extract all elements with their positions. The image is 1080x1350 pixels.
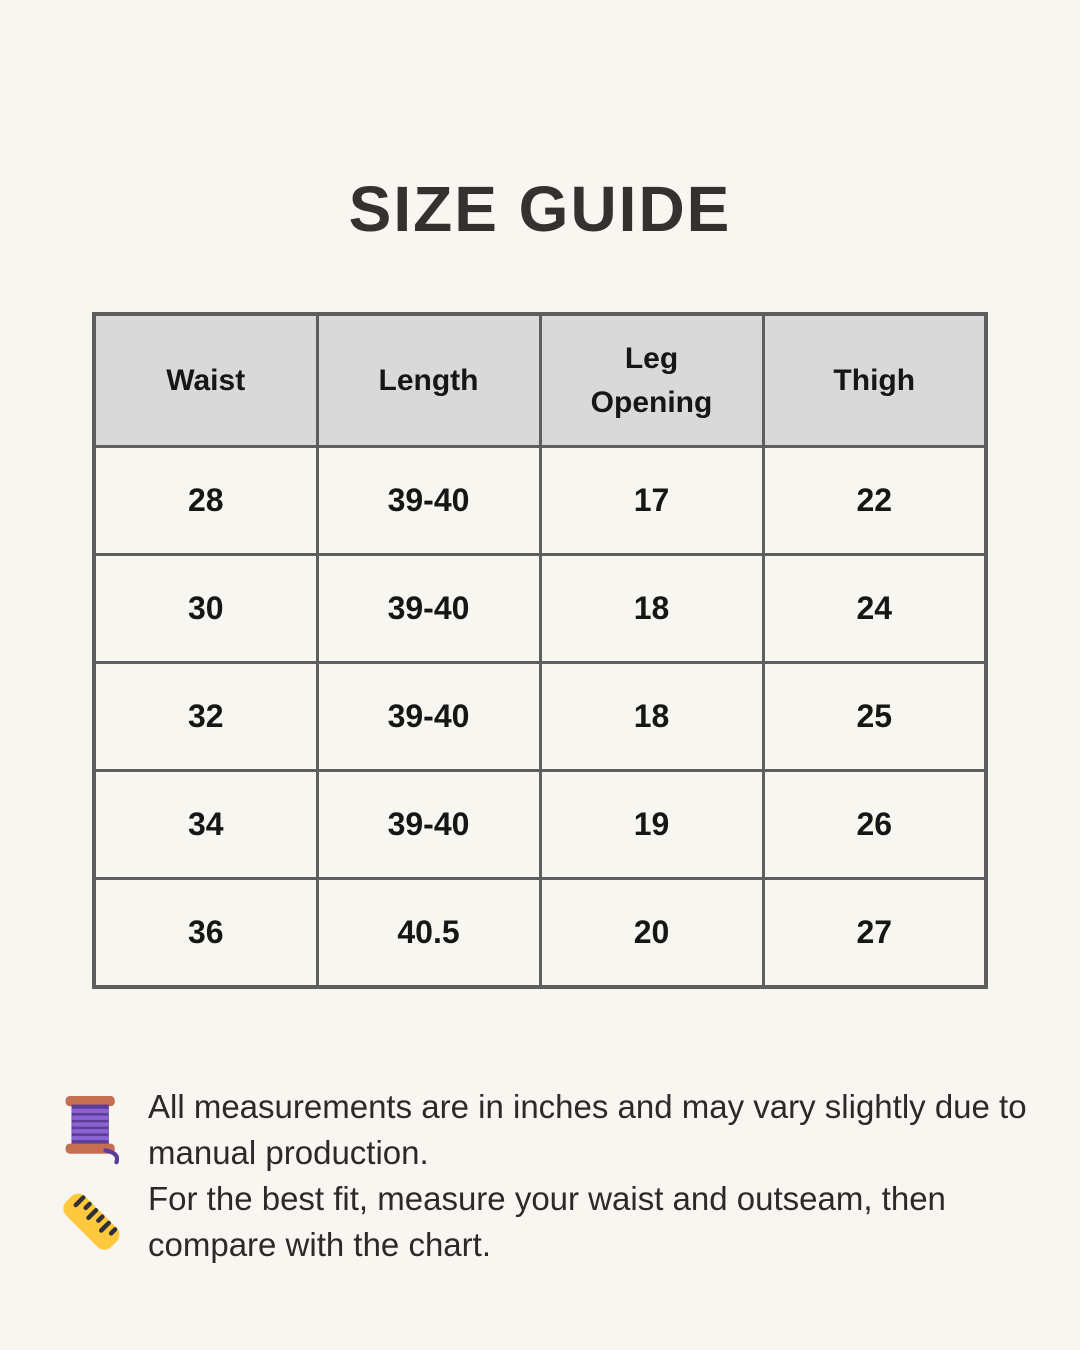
cell-thigh: 24 — [763, 555, 986, 663]
cell-thigh: 22 — [763, 447, 986, 555]
cell-length: 39-40 — [317, 771, 540, 879]
table-row — [94, 555, 986, 663]
cell-length: 39-40 — [317, 663, 540, 771]
thread-spool-icon — [58, 1092, 124, 1168]
cell-waist: 30 — [94, 555, 317, 663]
cell-leg-opening: 19 — [540, 771, 763, 879]
page-title: SIZE GUIDE — [348, 173, 732, 245]
cell-length: 39-40 — [317, 447, 540, 555]
note-text: For the best fit, measure your waist and outseam, then compare with the chart. — [148, 1180, 946, 1263]
cell-thigh: 26 — [763, 771, 986, 879]
table-row — [94, 771, 986, 879]
cell-thigh: 25 — [763, 663, 986, 771]
cell-leg-opening: 20 — [540, 879, 763, 988]
table-row — [94, 879, 986, 988]
cell-thigh: 27 — [763, 879, 986, 988]
ruler-icon — [58, 1190, 124, 1254]
table-header-row — [94, 314, 986, 447]
notes-section — [58, 1084, 1038, 1268]
column-header-waist: Waist — [94, 314, 317, 447]
table-row — [94, 663, 986, 771]
cell-leg-opening: 17 — [540, 447, 763, 555]
cell-length: 39-40 — [317, 555, 540, 663]
cell-leg-opening: 18 — [540, 555, 763, 663]
note-measurements — [58, 1084, 1038, 1176]
size-guide-table — [92, 312, 988, 989]
column-header-leg-opening: Leg Opening — [540, 314, 763, 447]
note-text: All measurements are in inches and may vary slightly due to manual production. — [148, 1088, 1027, 1171]
cell-waist: 36 — [94, 879, 317, 988]
cell-length: 40.5 — [317, 879, 540, 988]
cell-waist: 32 — [94, 663, 317, 771]
cell-waist: 28 — [94, 447, 317, 555]
note-fit — [58, 1176, 1038, 1268]
column-header-thigh: Thigh — [763, 314, 986, 447]
column-header-length: Length — [317, 314, 540, 447]
cell-waist: 34 — [94, 771, 317, 879]
cell-leg-opening: 18 — [540, 663, 763, 771]
table-row — [94, 447, 986, 555]
